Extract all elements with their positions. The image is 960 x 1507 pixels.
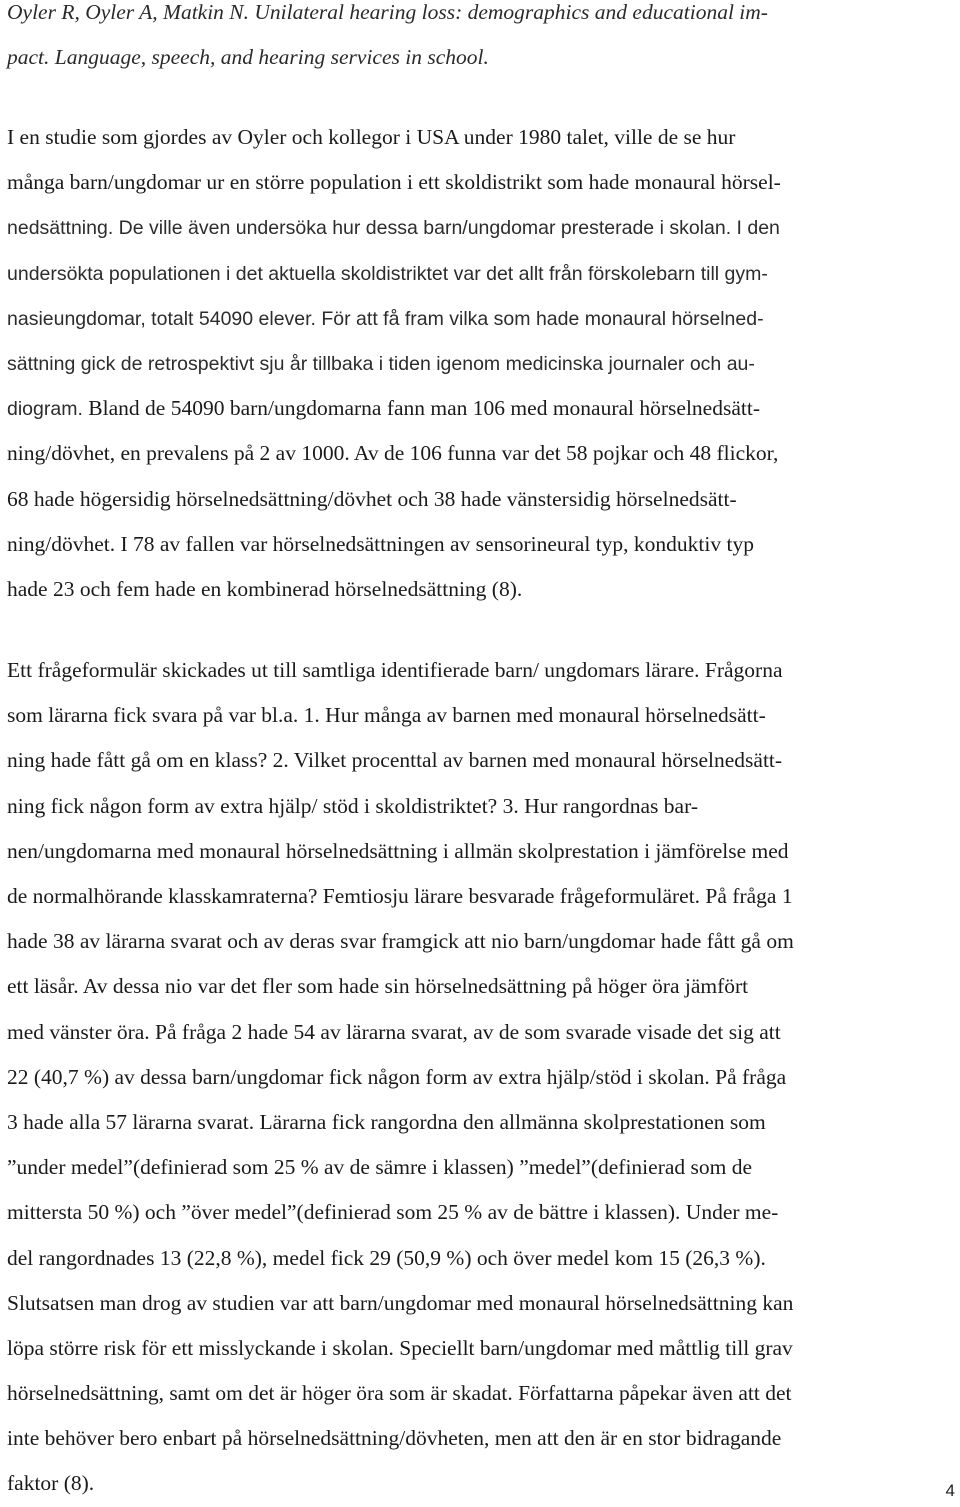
text-segment: hade 23 och fem hade en kombinerad hörselnedsättning (8). bbox=[7, 576, 523, 601]
text-segment: hörselnedsättning, samt om det är höger öra som är skadat. Författarna påpekar även att det bbox=[7, 1381, 792, 1406]
text-line bbox=[7, 341, 957, 386]
text-line bbox=[7, 964, 957, 1009]
text-segment: del rangordnades 13 (22,8 %), medel fick 29 (50,9 %) och över medel kom 15 (26,3 %). bbox=[7, 1245, 766, 1270]
text-segment: ning/dövhet, en prevalens på 2 av 1000. Av de 106 funna var det 58 pojkar och 48 flickor, bbox=[7, 441, 779, 466]
text-segment: nasieungdomar, totalt 54090 elever. För att få fram vilka som hade monaural hörselned- bbox=[7, 307, 764, 330]
text-line bbox=[7, 1055, 957, 1100]
text-segment: ett läsår. Av dessa nio var det fler som hade sin hörselnedsättning på höger öra jämfört bbox=[7, 974, 749, 999]
text-line bbox=[7, 251, 957, 296]
text-line bbox=[7, 1281, 957, 1326]
text-segment: många barn/ungdomar ur en större population i ett skoldistrikt som hade monaural hörsel- bbox=[7, 170, 781, 195]
text-segment: inte behöver bero enbart på hörselnedsättning/dövheten, men att den är en stor bidragande bbox=[7, 1426, 782, 1451]
text-segment: mittersta 50 %) och ”över medel”(definierad som 25 % av de bättre i klassen). Under me- bbox=[7, 1200, 779, 1225]
text-line bbox=[7, 567, 957, 612]
paragraph-study-description bbox=[7, 115, 957, 612]
paragraph-questionnaire-results bbox=[7, 648, 957, 1507]
text-segment: 3 hade alla 57 lärarna svarat. Lärarna fick rangordna den allmänna skolprestationen som bbox=[7, 1109, 766, 1134]
text-line bbox=[7, 160, 957, 205]
text-line bbox=[7, 919, 957, 964]
text-segment: Slutsatsen man drog av studien var att barn/ungdomar med monaural hörselnedsättning kan bbox=[7, 1290, 794, 1315]
text-segment: löpa större risk för ett misslyckande i skolan. Speciellt barn/ungdomar med måttlig till grav bbox=[7, 1335, 793, 1360]
document-page bbox=[7, 0, 957, 1507]
text-segment: som lärarna fick svara på var bl.a. 1. Hur många av barnen med monaural hörselnedsätt- bbox=[7, 703, 766, 728]
text-segment: diogram. bbox=[7, 398, 89, 421]
text-line bbox=[7, 296, 957, 341]
text-line bbox=[7, 1371, 957, 1416]
text-segment: nedsättning. De ville även undersöka hur dessa barn/ungdomar presterade i skolan. I den bbox=[7, 217, 780, 240]
text-segment: med vänster öra. På fråga 2 hade 54 av lärarna svarat, av de som svarade visade det sig att bbox=[7, 1019, 781, 1044]
text-segment: 22 (40,7 %) av dessa barn/ungdomar fick någon form av extra hjälp/stöd i skolan. På fråga bbox=[7, 1064, 787, 1089]
text-segment: sättning gick de retrospektivt sju år tillbaka i tiden igenom medicinska journaler och au- bbox=[7, 352, 755, 375]
text-line bbox=[7, 738, 957, 783]
text-line bbox=[7, 784, 957, 829]
text-segment: undersökta populationen i det aktuella skoldistriktet var det allt från förskolebarn till gym- bbox=[7, 262, 768, 285]
text-segment: nen/ungdomarna med monaural hörselnedsättning i allmän skolprestation i jämförelse med bbox=[7, 838, 789, 863]
text-segment: de normalhörande klasskamraterna? Femtiosju lärare besvarade frågeformuläret. På fråga 1 bbox=[7, 884, 793, 908]
text-line bbox=[7, 1010, 957, 1055]
text-line bbox=[7, 1100, 957, 1145]
text-segment: 68 hade högersidig hörselnedsättning/dövhet och 38 hade vänstersidig hörselnedsätt- bbox=[7, 486, 737, 511]
text-line bbox=[7, 1145, 957, 1190]
text-segment: Bland de 54090 barn/ungdomarna fann man 106 med monaural hörselnedsätt- bbox=[88, 396, 760, 421]
text-segment: ning/dövhet. I 78 av fallen var hörselnedsättningen av sensorineural typ, konduktiv typ bbox=[7, 531, 754, 556]
text-segment: ning hade fått gå om en klass? 2. Vilket procenttal av barnen med monaural hörselnedsätt- bbox=[7, 748, 783, 773]
text-line bbox=[7, 205, 957, 250]
page-number: 4 bbox=[945, 1481, 955, 1500]
text-line bbox=[7, 648, 957, 693]
text-line bbox=[7, 477, 957, 522]
text-segment: I en studie som gjordes av Oyler och kollegor i USA under 1980 talet, ville de se hur bbox=[7, 125, 736, 149]
text-line bbox=[7, 1416, 957, 1461]
text-segment: faktor (8). bbox=[7, 1471, 95, 1496]
reference-line-2: pact. Language, speech, and hearing services in school. bbox=[7, 44, 489, 69]
text-line bbox=[7, 1236, 957, 1281]
text-line bbox=[7, 1461, 957, 1506]
text-segment: Ett frågeformulär skickades ut till samtliga identifierade barn/ ungdomars lärare. Frågorna bbox=[7, 658, 783, 683]
text-segment: hade 38 av lärarna svarat och av deras svar framgick att nio barn/ungdomar hade fått gå om bbox=[7, 929, 794, 954]
text-line bbox=[7, 431, 957, 476]
text-line bbox=[7, 693, 957, 738]
text-segment: ”under medel”(definierad som 25 % av de sämre i klassen) ”medel”(definierad som de bbox=[7, 1155, 753, 1180]
text-segment: ning fick någon form av extra hjälp/ stöd i skoldistriktet? 3. Hur rangordnas bar- bbox=[7, 793, 698, 818]
text-line bbox=[7, 874, 957, 919]
text-line bbox=[7, 829, 957, 874]
text-line bbox=[7, 522, 957, 567]
text-line bbox=[7, 1190, 957, 1235]
text-line bbox=[7, 115, 957, 160]
reference-line-1: Oyler R, Oyler A, Matkin N. Unilateral hearing loss: demographics and educational im- bbox=[7, 0, 768, 24]
text-line bbox=[7, 1326, 957, 1371]
text-line bbox=[7, 386, 957, 431]
